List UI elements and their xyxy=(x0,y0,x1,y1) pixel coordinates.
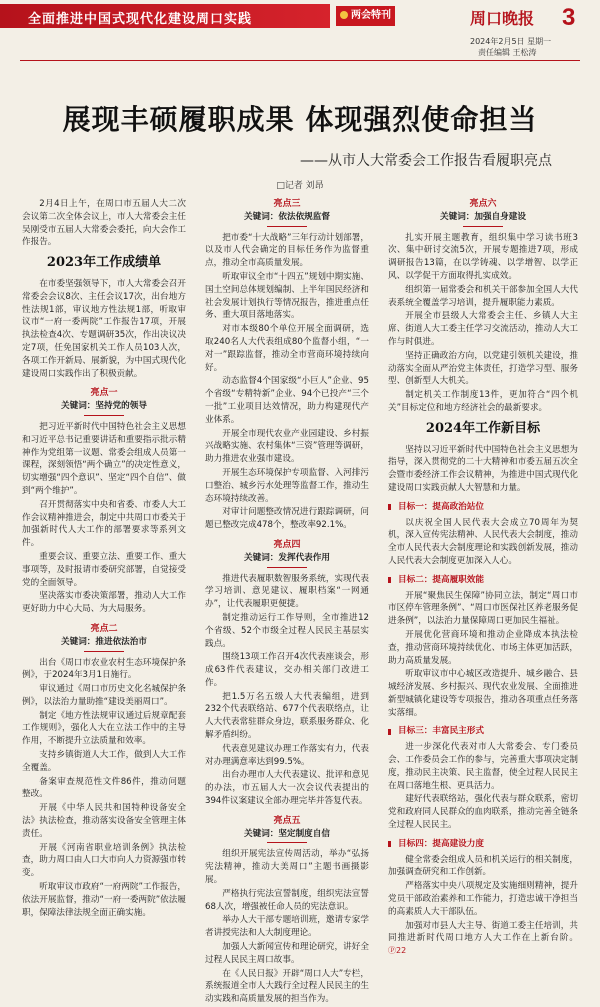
highlight-number: 亮点五 xyxy=(273,815,301,826)
paragraph: 重要会议、重要立法、重要工作、重大事项等，及时报请市委研究部署，自觉接受党的全面领导。 xyxy=(22,551,186,588)
divider xyxy=(463,226,503,227)
paragraph: 对审计问题整改情况进行跟踪调研，问题已整改完成478个，整改率92.1%。 xyxy=(205,507,369,531)
highlight-heading xyxy=(205,815,369,844)
section-heading: 2023年工作成绩单 xyxy=(46,255,162,271)
paragraph: 制定机关工作制度13件，更加符合“四个机关”目标定位和地方经济社会的最新要求。 xyxy=(388,390,578,413)
header-divider xyxy=(20,60,580,61)
paragraph: 以庆祝全国人民代表大会成立70周年为契机，深入宣传宪法精神、人民代表大会制度，推动全市人民代表大会制度理论和实践创新发展，推动人民代表大会制度更加深入人心。 xyxy=(388,517,578,566)
highlight-number: 亮点二 xyxy=(90,623,118,634)
paragraph: 进一步深化代表对市人大常委会、专门委员会、工作委员会工作的参与，完善重大事项决定制度，推动民主决策、民主监督，使全过程人民民主在周口落地生根、更具活力。 xyxy=(388,742,578,791)
goal-heading: 目标三：丰富民主形式 xyxy=(388,725,484,738)
paragraph: 举办人大干部专题培训班，邀请专家学者讲授宪法和人大制度理论。 xyxy=(205,915,369,939)
paragraph: 听取审议全市“十四五”规划中期实施、国土空间总体规划编制、上半年国民经济和社会发展计划执行等情况报告，推进重点任务、重大项目落地落实。 xyxy=(205,271,369,321)
paragraph: 建好代表联络站，强化代表与群众联系，密切党和政府同人民群众的血肉联系，推动完善全链条全过程人民民主。 xyxy=(388,794,578,831)
divider xyxy=(267,567,307,568)
highlight-number: 亮点四 xyxy=(273,539,301,550)
paragraph: 听取审议市政府“一府两院”工作报告，依法开展监督，推动“一府一委两院”依法履职，保障法律法规全面正确实施。 xyxy=(22,882,186,918)
highlight-keyword: 关键词：加强自身建设 xyxy=(440,211,526,222)
divider xyxy=(84,415,124,416)
paragraph: 坚决落实市委决策部署，推动人大工作更好助力中心大局、为大局服务。 xyxy=(22,591,186,615)
paragraph-text: 加强对市县人大主导、街道工委主任培训，共同推进新时代周口地方人大工作在上新台阶。 xyxy=(388,920,578,944)
paragraph: 健全常委会组成人员和机关运行的相关制度，加强调查研究和工作创新。 xyxy=(388,854,578,878)
intro-paragraph: 2月4日上午，在周口市五届人大二次会议第二次全体会议上，市人大常委会主任吴刚受市五届人大常委会委托，向大会作工作报告。 xyxy=(22,199,186,248)
paragraph: 把市委“十大战略”三年行动计划部署，以及市人代会确定的目标任务作为监督重点，推动全市高质量发展。 xyxy=(205,232,369,269)
highlight-keyword: 关键词：推进依法治市 xyxy=(61,636,147,647)
emblem-icon xyxy=(340,11,348,19)
paragraph: 组织第一届常委会和机关干部参加全国人大代表系统全覆盖学习培训，提升履职能力素质。 xyxy=(388,284,578,308)
paragraph: 扎实开展主题教育，组织集中学习读书班3次、集中研讨交流5次，开展专题推进7项，形成调研报告13篇，在以学铸魂、以学增智、以学正风、以学促干方面取得扎实成效。 xyxy=(388,232,578,281)
date-line: 2024年2月5日 星期一 xyxy=(470,37,552,46)
highlight-number: 亮点六 xyxy=(469,199,497,209)
paragraph: 在市委坚强领导下，市人大常委会召开常委会会议8次、主任会议17次，出台地方性法规1部，审议地方性法规1部，听取审议市“一府一委两院”工作报告17项，开展执法检查4次、专题调研35次，作出决议决定7项，任免国家机关工作人员103人次，各项工作开新局、展新貌，为中国式现代化建设周口实践作出了积极贡献。 xyxy=(22,278,186,379)
highlight-heading xyxy=(22,387,186,416)
highlight-heading xyxy=(205,198,369,227)
paragraph: 对市本级80个单位开展全面调研，选取240名人大代表组成80个监督小组，“一对一”跟踪监督，推动全市营商环境持续向好。 xyxy=(205,324,369,373)
page-title: 展现丰硕履职成果 体现强烈使命担当 xyxy=(62,103,538,136)
banner-title: 全面推进中国式现代化建设周口实践 xyxy=(28,12,253,27)
divider xyxy=(267,226,307,227)
paragraph: 开展优化营商环境和推动企业降成本执法检查，推动营商环境持续优化、市场主体更加活跃，助力高质量发展。 xyxy=(388,629,578,666)
paragraph: 严格落实中央八项规定及实施细则精神，提升党员干部政治素养和工作能力，打造忠诚干净担当的高素质人大干部队伍。 xyxy=(388,881,578,917)
paragraph: 严格执行宪法宣誓制度，组织宪法宣誓68人次，增强被任命人员的宪法意识。 xyxy=(205,888,369,912)
paragraph: 制定推动运行工作导则，全市推进12个省级、52个市级全过程人民民主基层实践点。 xyxy=(205,612,369,649)
highlight-heading xyxy=(205,539,369,568)
paragraph: 开展全市县级人大常委会主任、乡镇人大主席、街道人大工委主任学习交流活动，推动人大工作与时俱进。 xyxy=(388,311,578,347)
page-number: 3 xyxy=(562,4,576,31)
section-badge xyxy=(336,6,395,26)
highlight-keyword: 关键词：依法依规监督 xyxy=(244,211,330,222)
paragraph: 组织开展宪法宣传周活动，举办“弘扬宪法精神，推动大美周口”主题书画摄影展。 xyxy=(205,849,369,886)
byline: □记者 刘昂 xyxy=(276,181,324,191)
paragraph: 听取审议市中心城区改造提升、城乡融合、县城经济发展、乡村振兴、现代农业发展、全面推进新型城镇化建设等专项报告，推动各项重点任务落实落细。 xyxy=(388,669,578,718)
page-subtitle: ——从市人大常委会工作报告看履职亮点 xyxy=(300,153,552,169)
paragraph: 把习近平新时代中国特色社会主义思想和习近平总书记重要讲话和重要指示批示精神作为党组第一议题、常委会组成人员第一课程，深刻领悟“两个确立”的决定性意义，切实增强“四个意识”、坚定“四个自信”、做到“两个维护”。 xyxy=(22,421,186,496)
highlight-keyword: 关键词：发挥代表作用 xyxy=(244,552,330,563)
paragraph: 在《人民日报》开辟“周口人大”专栏，系统报道全市人大践行全过程人民民主的生动实践和高质量发展的担当作为。 xyxy=(205,968,369,1005)
paragraph: 代表意见建议办理工作落实有力，代表对办理满意率达到99.5%。 xyxy=(205,743,369,767)
end-mark: Ⓟ22 xyxy=(388,946,407,956)
highlight-number: 亮点一 xyxy=(90,388,118,399)
goal-heading: 目标二：提高履职效能 xyxy=(388,574,484,587)
divider xyxy=(267,842,307,843)
top-banner xyxy=(0,0,600,34)
column-2 xyxy=(205,198,369,1007)
paragraph: 开展全市现代农业产业园建设、乡村振兴战略实施、农村集体“三资”管理等调研，助力推进农业强市建设。 xyxy=(205,428,369,465)
paragraph: 把1.5万名五级人大代表编组，进到232个代表联络站、677个代表联络点，让人大代表常驻群众身边，联系服务群众、化解矛盾纠纷。 xyxy=(205,691,369,741)
paragraph: 开展《中华人民共和国特种设备安全法》执法检查，推动落实设备安全管理主体责任。 xyxy=(22,803,186,839)
paragraph xyxy=(388,920,578,958)
paragraph: 推进代表履职数智服务系统，实现代表学习培训、意见建议、履职档案“一网通办”，让代表履职更便捷。 xyxy=(205,573,369,610)
highlight-heading xyxy=(22,623,186,652)
goal-heading: 目标四：提高建设力度 xyxy=(388,838,484,851)
column-3 xyxy=(388,198,578,959)
highlight-number: 亮点三 xyxy=(273,199,301,209)
editor-line: 责任编辑 王松涛 xyxy=(478,48,537,57)
highlight-keyword: 关键词：坚持党的领导 xyxy=(61,401,147,412)
paragraph: 出台《周口市农业农村生态环境保护条例》，于2024年3月1日施行。 xyxy=(22,657,186,681)
paragraph: 开展生态环境保护专项监督、入河排污口整治、城乡污水处理等监督工作，推动生态环境持续改善。 xyxy=(205,467,369,504)
paragraph: 制定《地方性法规审议通过后规章配套工作规则》，强化人大在立法工作中的主导作用，不断提升立法质量和效率。 xyxy=(22,710,186,747)
paragraph: 围绕13项工作召开4次代表座谈会，形成63件代表建议，交办相关部门改进工作。 xyxy=(205,652,369,688)
paragraph: 坚持正确政治方向，以党建引领机关建设，推动落实全面从严治党主体责任，打造学习型、服务型、创新型人大机关。 xyxy=(388,350,578,387)
section-heading: 2024年工作新目标 xyxy=(425,420,541,436)
highlight-heading xyxy=(388,198,578,227)
paragraph: 备案审查规范性文件86件，推动问题整改。 xyxy=(22,776,186,800)
goal-heading: 目标一：提高政治站位 xyxy=(388,501,484,514)
paragraph: 召开贯彻落实中央和省委、市委人大工作会议精神推进会，制定中共周口市委关于加强新时代人大工作的部署要求等系列文件。 xyxy=(22,499,186,549)
paper-logo: 周口晚报 xyxy=(470,9,535,28)
paragraph: 审议通过《周口市历史文化名城保护条例》，以法治力量助推“建设美丽周口”。 xyxy=(22,684,186,707)
section-badge-label: 两会特刊 xyxy=(351,10,391,21)
paragraph: 开展《河南省职业培训条例》执法检查，助力周口由人口大市向人力资源强市转变。 xyxy=(22,842,186,879)
highlight-keyword: 关键词：坚定制度自信 xyxy=(244,828,330,839)
column-1 xyxy=(22,198,186,920)
divider xyxy=(84,651,124,652)
paragraph: 坚持以习近平新时代中国特色社会主义思想为指导，深入贯彻党的二十大精神和市委五届五次全会暨市委经济工作会议精神，为推进中国式现代化建设周口实践贡献人大智慧和力量。 xyxy=(388,444,578,493)
paragraph: 出台办理市人大代表建议、批评和意见的办法，市五届人大一次会议代表提出的394件议案建议全部办理完毕并答复代表。 xyxy=(205,770,369,807)
paragraph: 支持乡镇街道人大工作，做到人大工作全覆盖。 xyxy=(22,750,186,773)
paragraph: 动态监督4个国家级“小巨人”企业、95个省级“专精特新”企业、94个已投产“三个一批”工业项目达效情况，助力构建现代产业体系。 xyxy=(205,376,369,425)
paragraph: 开展“聚焦民生保障”协同立法，制定“周口市市区停车管理条例”、“周口市医保社区养老服务促进条例”，以法治力量保障周口更加民生福祉。 xyxy=(388,590,578,627)
paragraph: 加强人大新闻宣传和理论研究，讲好全过程人民民主周口故事。 xyxy=(205,942,369,965)
